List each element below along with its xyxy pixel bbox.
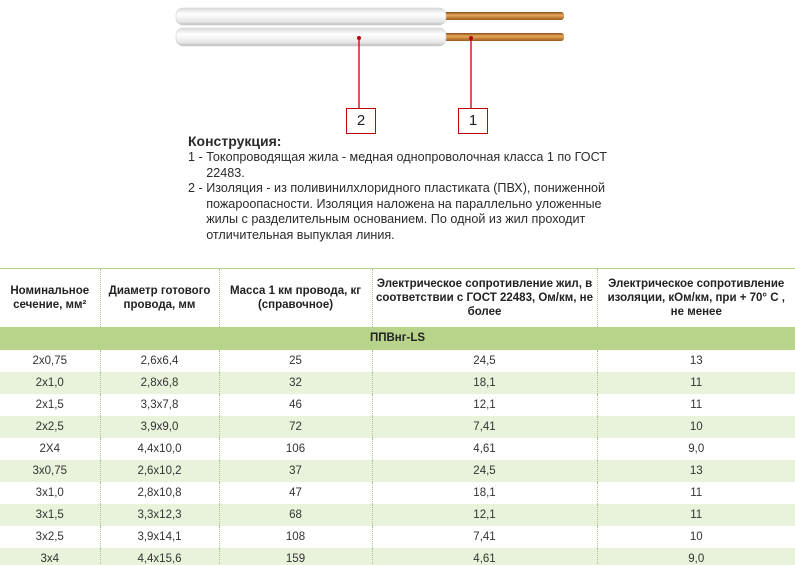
callout-label-1: 1 — [458, 108, 488, 134]
cell-diameter: 2,8x6,8 — [100, 372, 219, 394]
cell-conductor-resistance: 24,5 — [372, 460, 597, 482]
table-row — [0, 460, 795, 482]
cell-conductor-resistance: 7,41 — [372, 416, 597, 438]
construction-item-2 — [188, 181, 608, 243]
table-row — [0, 416, 795, 438]
table-header-row — [0, 269, 795, 327]
cell-diameter: 4,4x10,0 — [100, 438, 219, 460]
cell-insulation-resistance: 11 — [597, 482, 795, 504]
cell-cross-section: 2X4 — [0, 438, 100, 460]
lower-copper-core — [440, 33, 564, 41]
upper-copper-core — [440, 12, 564, 20]
cell-mass: 46 — [219, 394, 372, 416]
cell-mass: 37 — [219, 460, 372, 482]
group-label: ППВнг-LS — [0, 327, 795, 350]
cell-conductor-resistance: 7,41 — [372, 526, 597, 548]
table-row — [0, 504, 795, 526]
cell-diameter: 2,6x10,2 — [100, 460, 219, 482]
table-row — [0, 548, 795, 565]
header-mass: Масса 1 км провода, кг (справочное) — [219, 269, 372, 327]
cell-mass: 47 — [219, 482, 372, 504]
cell-diameter: 3,3x12,3 — [100, 504, 219, 526]
cell-insulation-resistance: 11 — [597, 504, 795, 526]
cell-diameter: 3,9x9,0 — [100, 416, 219, 438]
cell-conductor-resistance: 12,1 — [372, 504, 597, 526]
cell-mass: 32 — [219, 372, 372, 394]
table-row — [0, 526, 795, 548]
cell-insulation-resistance: 11 — [597, 372, 795, 394]
table-group-row — [0, 327, 795, 350]
cell-conductor-resistance: 18,1 — [372, 482, 597, 504]
cell-insulation-resistance: 10 — [597, 416, 795, 438]
lower-insulation — [176, 28, 446, 46]
lower-wire — [176, 28, 564, 46]
construction-heading: Конструкция: — [188, 133, 282, 149]
header-conductor-resistance: Электрическое сопротивление жил, в соответствии с ГОСТ 22483, Ом/км, не более — [372, 269, 597, 327]
cell-diameter: 3,9x14,1 — [100, 526, 219, 548]
cell-cross-section: 2x1,0 — [0, 372, 100, 394]
cell-conductor-resistance: 18,1 — [372, 372, 597, 394]
upper-wire — [176, 8, 564, 25]
cell-cross-section: 3x1,0 — [0, 482, 100, 504]
construction-description — [188, 133, 608, 243]
cell-cross-section: 3x2,5 — [0, 526, 100, 548]
table-row — [0, 482, 795, 504]
construction-item-number: 1 - — [188, 150, 207, 164]
cell-diameter: 3,3x7,8 — [100, 394, 219, 416]
table-row — [0, 372, 795, 394]
cell-conductor-resistance: 24,5 — [372, 350, 597, 372]
cell-cross-section: 2x2,5 — [0, 416, 100, 438]
header-diameter: Диаметр готового провода, мм — [100, 269, 219, 327]
spec-table — [0, 268, 795, 565]
header-cross-section: Номинальное сечение, мм² — [0, 269, 100, 327]
cell-cross-section: 3x4 — [0, 548, 100, 565]
cell-cross-section: 2x0,75 — [0, 350, 100, 372]
cell-mass: 25 — [219, 350, 372, 372]
cell-conductor-resistance: 4,61 — [372, 438, 597, 460]
cell-cross-section: 3x0,75 — [0, 460, 100, 482]
cell-diameter: 2,8x10,8 — [100, 482, 219, 504]
wire-diagram — [0, 0, 795, 140]
cell-mass: 72 — [219, 416, 372, 438]
cell-insulation-resistance: 9,0 — [597, 548, 795, 565]
header-insulation-resistance: Электрическое сопротивление изоляции, кОм/км, при + 70° С , не менее — [597, 269, 795, 327]
table-row — [0, 350, 795, 372]
cell-insulation-resistance: 13 — [597, 350, 795, 372]
table-row — [0, 394, 795, 416]
construction-item-text: Токопроводящая жила - медная однопроволочная класса 1 по ГОСТ 22483. — [206, 150, 607, 180]
leader-dot-2 — [357, 36, 361, 40]
table-row — [0, 438, 795, 460]
callout-label-2: 2 — [346, 108, 376, 134]
cell-conductor-resistance: 4,61 — [372, 548, 597, 565]
cell-insulation-resistance: 13 — [597, 460, 795, 482]
cell-insulation-resistance: 10 — [597, 526, 795, 548]
cell-diameter: 4,4x15,6 — [100, 548, 219, 565]
cell-mass: 108 — [219, 526, 372, 548]
cell-conductor-resistance: 12,1 — [372, 394, 597, 416]
cell-mass: 68 — [219, 504, 372, 526]
table-body — [0, 327, 795, 565]
construction-item-1 — [188, 150, 608, 181]
cell-insulation-resistance: 9,0 — [597, 438, 795, 460]
cell-cross-section: 3x1,5 — [0, 504, 100, 526]
construction-item-text: Изоляция - из поливинилхлоридного пластиката (ПВХ), пониженной пожароопасности. Изоляция наложена на параллельно уложенные жилы с разделительным основанием. По одной из жил проходит отличительная выпуклая линия. — [206, 181, 606, 242]
construction-item-number: 2 - — [188, 181, 207, 195]
leader-dot-1 — [469, 36, 473, 40]
cell-mass: 159 — [219, 548, 372, 565]
upper-insulation — [176, 8, 446, 25]
cell-cross-section: 2x1,5 — [0, 394, 100, 416]
cell-insulation-resistance: 11 — [597, 394, 795, 416]
cell-diameter: 2,6x6,4 — [100, 350, 219, 372]
cell-mass: 106 — [219, 438, 372, 460]
